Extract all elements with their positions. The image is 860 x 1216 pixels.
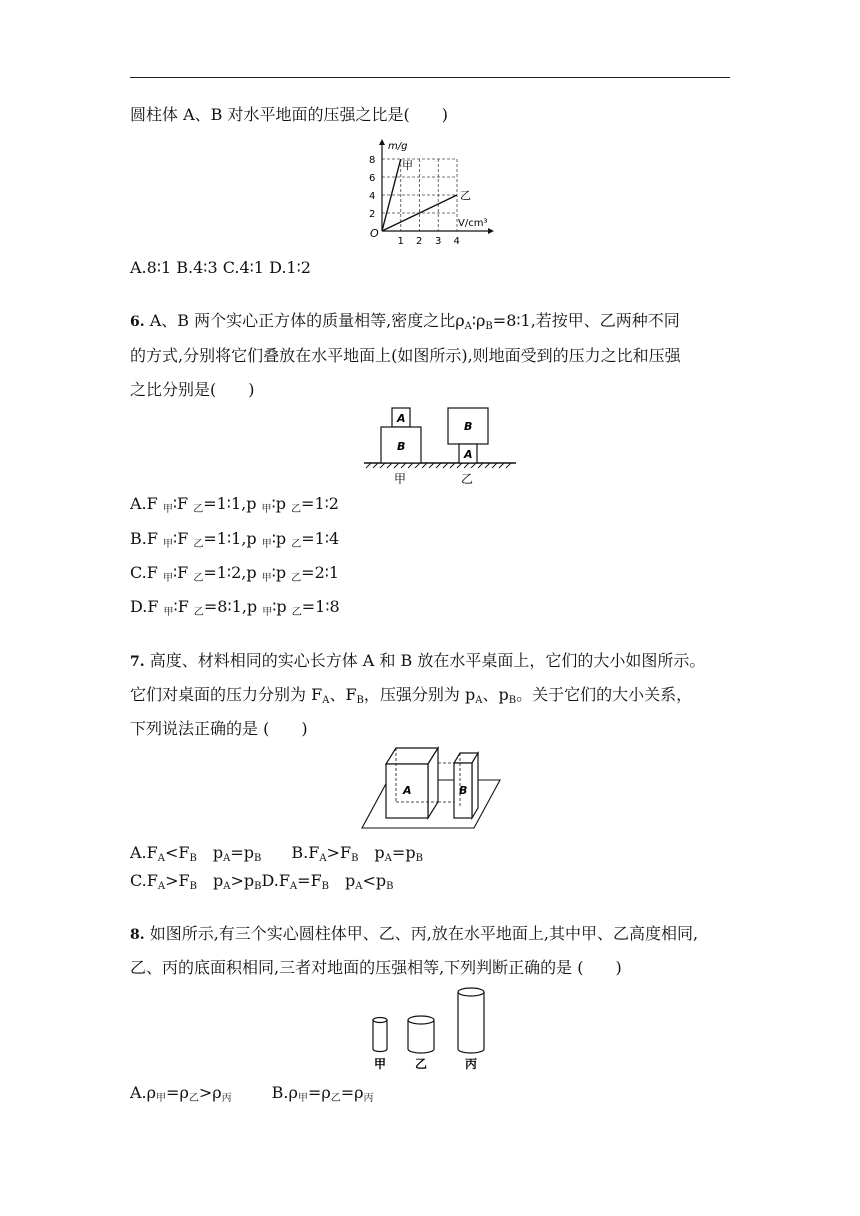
q7-options-row-1 <box>130 843 423 869</box>
q6-number: 6. <box>130 314 145 330</box>
q6-option-a: A.F $_甲$∶F $_乙$=1∶1,p $_甲$∶p $_乙$=1∶2 <box>130 494 339 515</box>
q7-line-1: 7. 高度、材料相同的实心长方体 A 和 B 放在水平桌面上，它们的大小如图所示。 <box>130 651 706 670</box>
graph-grid <box>382 159 457 231</box>
caption-yi: 乙 <box>461 472 474 486</box>
line-jia-label: 甲 <box>402 159 413 172</box>
cylinder-jia <box>373 1018 387 1052</box>
cylinder-bing-label: 丙 <box>465 1057 478 1071</box>
left-cube-b-label: B <box>397 440 406 453</box>
x-tick-3: 3 <box>435 236 442 247</box>
cylinder-jia-label: 甲 <box>374 1057 387 1071</box>
left-cube-a-label: A <box>397 412 406 425</box>
q7-line-2: 它们对桌面的压力分别为 $F_A$、$F_B$，压强分别为 $p_A$、$p_B$。关于它们的大小关系， <box>130 685 693 706</box>
cylinder-yi-label: 乙 <box>415 1057 428 1071</box>
q5-stem: 圆柱体 A、B 对水平地面的压强之比是( ) <box>130 105 448 124</box>
q8-number: 8. <box>130 927 145 943</box>
origin-label: O <box>370 227 379 240</box>
y-axis-label: m/g <box>388 141 408 152</box>
x-axis-arrow <box>488 228 494 234</box>
right-cube-b-label: B <box>464 420 473 433</box>
q8-option-a: $A.\rho_甲=\rho_乙>\rho_丙$ <box>130 1083 232 1104</box>
q5-options: A.8∶1 B.4∶3 C.4∶1 D.1∶2 <box>130 258 311 277</box>
q8-options <box>130 1083 374 1109</box>
q8-option-b: $B.\rho_甲=\rho_乙=\rho_丙$ <box>271 1083 374 1104</box>
q6-stacked-cubes-figure <box>362 405 518 487</box>
header-rule <box>130 77 730 78</box>
q7-option-d: $D.F_A=F_B$ $p_A<p_B$ <box>261 871 394 892</box>
right-cube-a-label: A <box>464 448 473 461</box>
q6-option-c: C.F $_甲$∶F $_乙$=1∶2,p $_甲$∶p $_乙$=2∶1 <box>130 563 340 584</box>
y-tick-4: 4 <box>369 191 376 202</box>
q7-option-b: $B.F_A>F_B$ $p_A=p_B$ <box>291 843 423 864</box>
q7-line-3: 下列说法正确的是 ( ) <box>130 719 308 738</box>
x-tick-1: 1 <box>397 236 404 247</box>
q7-blocks-on-table-figure <box>360 744 502 832</box>
cylinder-yi <box>408 1016 434 1053</box>
caption-jia: 甲 <box>394 472 407 486</box>
line-yi-label: 乙 <box>460 189 471 202</box>
q8-cylinders-figure <box>365 984 495 1072</box>
block-b-side <box>472 753 478 818</box>
block-a-label: A <box>403 784 412 797</box>
q6-option-d: D.F $_甲$∶F $_乙$=8∶1,p $_甲$∶p $_乙$=1∶8 <box>130 597 340 618</box>
x-tick-2: 2 <box>416 236 423 247</box>
x-axis-label: V/cm³ <box>458 218 488 229</box>
q7-option-a: $A.F_A<F_B$ $p_A=p_B$ <box>130 843 262 864</box>
q6-line-3: 之比分别是( ) <box>130 380 255 399</box>
q5-mass-volume-graph <box>360 138 500 250</box>
x-tick-4: 4 <box>453 236 460 247</box>
q7-options-row-2 <box>130 871 394 897</box>
q6-option-b: B.F $_甲$∶F $_乙$=1∶1,p $_甲$∶p $_乙$=1∶4 <box>130 529 340 550</box>
q8-line-2: 乙、丙的底面积相同,三者对地面的压强相等,下列判断正确的是 ( ) <box>130 958 622 977</box>
y-axis-arrow <box>379 139 385 145</box>
y-tick-8: 8 <box>369 155 376 166</box>
y-tick-6: 6 <box>369 173 376 184</box>
y-tick-2: 2 <box>369 209 376 220</box>
q7-option-c: $C.F_A>F_B$ $p_A>p_B$ <box>130 871 262 892</box>
ground-hatching <box>366 463 511 468</box>
q6-line-1: 6. A、B 两个实心正方体的质量相等,密度之比$\rho_A∶\rho_B=8∶1$,若按甲、乙两种不同 <box>130 311 680 332</box>
q8-line-1: 8. 如图所示,有三个实心圆柱体甲、乙、丙,放在水平地面上,其中甲、乙高度相同, <box>130 924 699 943</box>
q7-number: 7. <box>130 654 145 670</box>
cylinder-bing <box>458 988 484 1053</box>
q6-line-2: 的方式,分别将它们叠放在水平地面上(如图所示),则地面受到的压力之比和压强 <box>130 346 681 365</box>
block-b-label: B <box>459 784 468 797</box>
